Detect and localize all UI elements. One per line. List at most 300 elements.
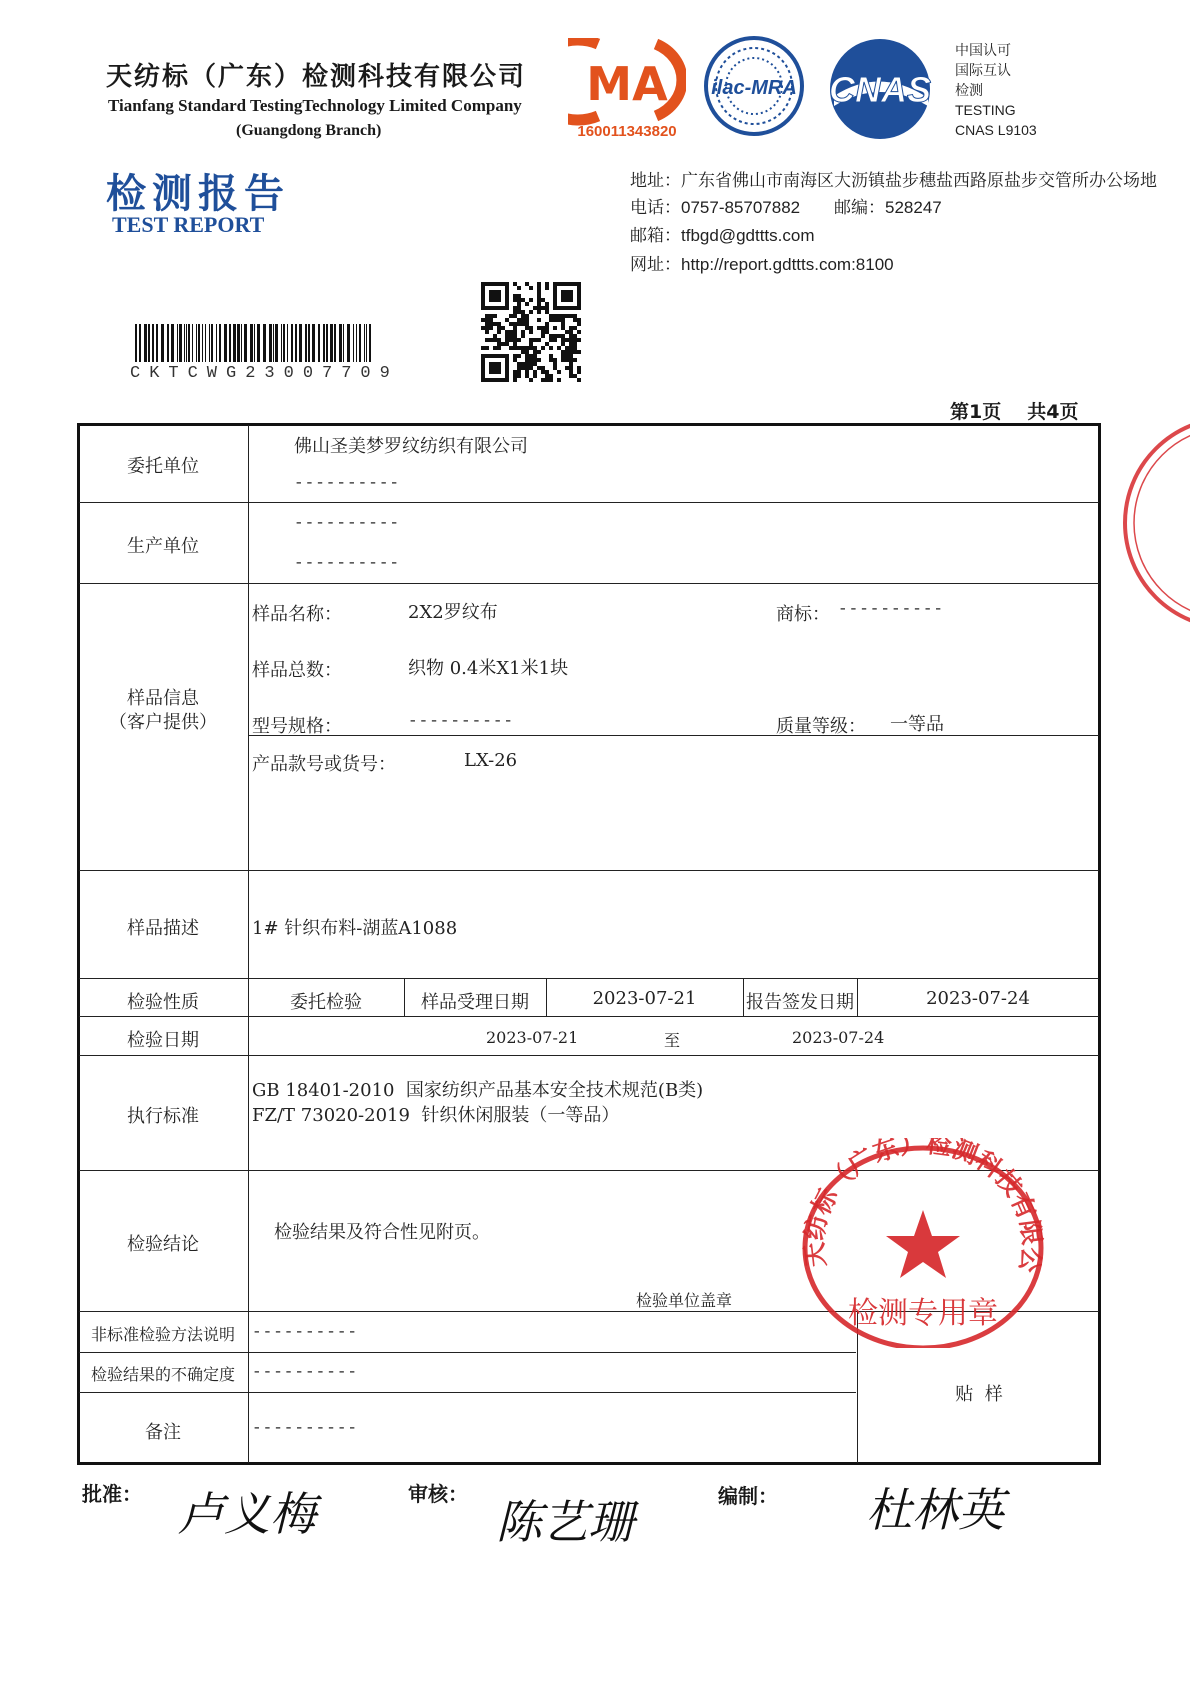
qr-module bbox=[553, 318, 557, 322]
qr-module bbox=[529, 338, 533, 342]
qr-module bbox=[517, 310, 521, 314]
qr-module bbox=[569, 330, 573, 334]
qr-module bbox=[513, 306, 517, 310]
qr-module bbox=[545, 342, 549, 346]
qr-module bbox=[573, 318, 577, 322]
qr-module bbox=[513, 374, 517, 378]
barcode-bar bbox=[179, 324, 182, 362]
qr-module bbox=[513, 334, 517, 338]
sample-qty-value: 织物 0.4米X1米1块 bbox=[408, 658, 569, 679]
qr-module bbox=[525, 322, 529, 326]
sample-info-label: 样品信息 bbox=[127, 688, 199, 709]
qr-module bbox=[549, 346, 553, 350]
barcode-bar bbox=[161, 324, 164, 362]
qr-module bbox=[485, 330, 489, 334]
issue-date-value: 2023-07-24 bbox=[926, 988, 1030, 1009]
qr-module bbox=[569, 314, 573, 318]
style-label: 产品款号或货号： bbox=[252, 754, 396, 775]
barcode-bar bbox=[281, 324, 282, 362]
qr-module bbox=[553, 334, 557, 338]
qr-module bbox=[533, 354, 537, 358]
barcode-bar bbox=[257, 324, 260, 362]
qr-module bbox=[569, 358, 573, 362]
qr-module bbox=[513, 310, 517, 314]
qr-module bbox=[533, 374, 537, 378]
barcode-bar bbox=[347, 324, 350, 362]
qr-finder bbox=[561, 290, 573, 302]
qr-module bbox=[521, 322, 525, 326]
qr-module bbox=[509, 330, 513, 334]
review-label: 审核： bbox=[408, 1482, 468, 1506]
approve-signature: 卢义梅 bbox=[178, 1487, 316, 1541]
qr-module bbox=[521, 330, 525, 334]
qr-module bbox=[493, 346, 497, 350]
qr-module bbox=[525, 362, 529, 366]
cnas-desc-line: CNAS L9103 bbox=[955, 122, 1037, 138]
qr-module bbox=[537, 286, 541, 290]
barcode-bar bbox=[273, 324, 274, 362]
barcode-bar bbox=[156, 324, 158, 362]
barcode-bar bbox=[308, 324, 310, 362]
qr-module bbox=[577, 378, 581, 382]
qr-module bbox=[529, 286, 533, 290]
qr-module bbox=[561, 338, 565, 342]
qr-module bbox=[569, 374, 573, 378]
barcode-bar bbox=[263, 324, 266, 362]
qr-module bbox=[481, 326, 485, 330]
qr-module bbox=[505, 334, 509, 338]
qr-module bbox=[521, 298, 525, 302]
qr-module bbox=[489, 338, 493, 342]
sample-info-sublabel: （客户提供） bbox=[109, 712, 217, 733]
qr-module bbox=[541, 330, 545, 334]
qr-module bbox=[537, 302, 541, 306]
qr-module bbox=[545, 286, 549, 290]
qr-module bbox=[565, 358, 569, 362]
qr-module bbox=[517, 362, 521, 366]
qr-module bbox=[497, 322, 501, 326]
qr-module bbox=[513, 370, 517, 374]
quality-label: 质量等级： bbox=[776, 716, 866, 737]
qr-module bbox=[545, 282, 549, 286]
qr-module bbox=[561, 358, 565, 362]
qr-module bbox=[517, 322, 521, 326]
qr-module bbox=[537, 294, 541, 298]
qr-module bbox=[553, 326, 557, 330]
sample-name-label: 样品名称： bbox=[252, 604, 342, 625]
qr-module bbox=[497, 342, 501, 346]
barcode-bar bbox=[219, 324, 221, 362]
qr-module bbox=[501, 342, 505, 346]
barcode-bar bbox=[139, 324, 141, 362]
qr-module bbox=[513, 378, 517, 382]
qr-module bbox=[561, 326, 565, 330]
qr-module bbox=[529, 354, 533, 358]
qr-module bbox=[525, 346, 529, 350]
barcode-bar bbox=[305, 324, 307, 362]
barcode-bar bbox=[202, 324, 203, 362]
stamp-ring-text: 天纺标（广东）检测科技有限公 bbox=[799, 1138, 1047, 1275]
barcode-bar bbox=[291, 324, 293, 362]
qr-module bbox=[573, 338, 577, 342]
qr-module bbox=[521, 334, 525, 338]
qr-module bbox=[537, 366, 541, 370]
qr-module bbox=[529, 346, 533, 350]
qr-module bbox=[549, 378, 553, 382]
qr-module bbox=[513, 326, 517, 330]
qr-module bbox=[509, 314, 513, 318]
qr-module bbox=[489, 326, 493, 330]
barcode-bar bbox=[326, 324, 328, 362]
producer-dash: ---------- bbox=[294, 554, 401, 572]
cnas-logo bbox=[820, 36, 940, 142]
qr-module bbox=[493, 322, 497, 326]
qr-module bbox=[573, 350, 577, 354]
qr-module bbox=[557, 378, 561, 382]
uncertainty-label: 检验结果的不确定度 bbox=[90, 1365, 235, 1384]
contact-phone: 电话：0757-85707882 bbox=[630, 198, 801, 217]
barcode-bar bbox=[184, 324, 185, 362]
qr-module bbox=[513, 330, 517, 334]
qr-module bbox=[505, 338, 509, 342]
stamp-note: 检验单位盖章 bbox=[636, 1291, 733, 1310]
qr-module bbox=[489, 318, 493, 322]
qr-module bbox=[569, 366, 573, 370]
qr-module bbox=[549, 334, 553, 338]
qr-module bbox=[505, 342, 509, 346]
qr-finder bbox=[489, 290, 501, 302]
qr-module bbox=[513, 354, 517, 358]
qr-module bbox=[517, 354, 521, 358]
barcode-bar bbox=[198, 324, 200, 362]
barcode-bar bbox=[177, 324, 178, 362]
qr-module bbox=[501, 326, 505, 330]
qr-module bbox=[549, 314, 553, 318]
cma-logo bbox=[568, 38, 686, 140]
qr-module bbox=[485, 346, 489, 350]
qr-module bbox=[497, 338, 501, 342]
qr-module bbox=[561, 342, 565, 346]
qr-module bbox=[537, 338, 541, 342]
qr-module bbox=[549, 354, 553, 358]
qr-code[interactable] bbox=[481, 282, 581, 382]
qr-module bbox=[557, 334, 561, 338]
qr-module bbox=[545, 310, 549, 314]
qr-module bbox=[537, 350, 541, 354]
qr-finder bbox=[489, 362, 501, 374]
qr-module bbox=[485, 322, 489, 326]
qr-module bbox=[525, 374, 529, 378]
barcode-bar bbox=[211, 324, 213, 362]
barcode-bar bbox=[144, 324, 147, 362]
qr-module bbox=[525, 350, 529, 354]
qr-module bbox=[545, 306, 549, 310]
qr-module bbox=[513, 342, 517, 346]
qr-module bbox=[557, 314, 561, 318]
qr-module bbox=[497, 346, 501, 350]
qr-module bbox=[545, 326, 549, 330]
qr-module bbox=[561, 314, 565, 318]
barcode-bar bbox=[152, 324, 154, 362]
qr-module bbox=[553, 338, 557, 342]
qr-module bbox=[533, 346, 537, 350]
cma-number: 160011343820 bbox=[577, 123, 677, 140]
qr-module bbox=[481, 318, 485, 322]
barcode-bar bbox=[323, 324, 325, 362]
recv-date-value: 2023-07-21 bbox=[592, 988, 697, 1009]
barcode-bar bbox=[188, 324, 190, 362]
barcode-bar bbox=[233, 324, 236, 362]
qr-module bbox=[509, 338, 513, 342]
qr-module bbox=[541, 370, 545, 374]
qr-module bbox=[481, 346, 485, 350]
qr-module bbox=[521, 318, 525, 322]
barcode-bar bbox=[186, 324, 187, 362]
qr-module bbox=[521, 346, 525, 350]
barcode bbox=[135, 324, 375, 362]
qr-module bbox=[533, 350, 537, 354]
qr-module bbox=[577, 370, 581, 374]
remark-label: 备注 bbox=[145, 1422, 181, 1443]
qr-module bbox=[565, 366, 569, 370]
qr-module bbox=[549, 338, 553, 342]
qr-module bbox=[525, 354, 529, 358]
swatch-label: 贴 样 bbox=[955, 1384, 1003, 1405]
standard-item: FZ/T 73020-2019 针织休闲服装（一等品） bbox=[252, 1105, 620, 1126]
qr-module bbox=[517, 366, 521, 370]
qr-module bbox=[537, 318, 541, 322]
qr-module bbox=[513, 338, 517, 342]
qr-module bbox=[529, 362, 533, 366]
cnas-desc-line: 国际互认 bbox=[955, 62, 1011, 78]
company-name-en: Tianfang Standard TestingTechnology Limited Company bbox=[108, 96, 522, 115]
qr-module bbox=[513, 346, 517, 350]
edit-label: 编制： bbox=[718, 1484, 778, 1508]
barcode-bar bbox=[334, 324, 336, 362]
qr-module bbox=[517, 306, 521, 310]
qr-module bbox=[577, 338, 581, 342]
qr-module bbox=[525, 358, 529, 362]
qr-module bbox=[569, 370, 573, 374]
qr-module bbox=[569, 326, 573, 330]
qr-module bbox=[577, 318, 581, 322]
qr-module bbox=[533, 370, 537, 374]
qr-module bbox=[541, 306, 545, 310]
qr-module bbox=[489, 314, 493, 318]
qr-module bbox=[557, 318, 561, 322]
barcode-bar bbox=[135, 324, 137, 362]
qr-module bbox=[513, 282, 517, 286]
qr-module bbox=[537, 326, 541, 330]
qr-module bbox=[529, 330, 533, 334]
qr-module bbox=[521, 310, 525, 314]
qr-module bbox=[537, 290, 541, 294]
recv-date-label: 样品受理日期 bbox=[421, 992, 529, 1013]
qr-module bbox=[509, 346, 513, 350]
qr-module bbox=[569, 342, 573, 346]
qr-module bbox=[493, 314, 497, 318]
qr-module bbox=[553, 362, 557, 366]
qr-module bbox=[521, 366, 525, 370]
barcode-bar bbox=[369, 324, 371, 362]
qr-module bbox=[565, 338, 569, 342]
qr-module bbox=[517, 370, 521, 374]
qr-module bbox=[573, 358, 577, 362]
model-label: 型号规格： bbox=[252, 716, 342, 737]
style-value: LX-26 bbox=[464, 750, 518, 771]
qr-module bbox=[577, 330, 581, 334]
test-date-to: 2023-07-24 bbox=[792, 1028, 885, 1047]
barcode-bar bbox=[237, 324, 240, 362]
company-branch-en: (Guangdong Branch) bbox=[236, 122, 382, 139]
barcode-bar bbox=[364, 324, 365, 362]
qr-module bbox=[525, 314, 529, 318]
qr-module bbox=[509, 322, 513, 326]
qr-module bbox=[517, 298, 521, 302]
qr-module bbox=[553, 358, 557, 362]
barcode-bar bbox=[209, 324, 210, 362]
qr-module bbox=[517, 338, 521, 342]
standard-item: GB 18401-2010 国家纺织产品基本安全技术规范(B类) bbox=[252, 1080, 704, 1101]
qr-module bbox=[537, 310, 541, 314]
qr-module bbox=[549, 374, 553, 378]
barcode-bar bbox=[356, 324, 357, 362]
qr-module bbox=[529, 366, 533, 370]
barcode-bar bbox=[299, 324, 302, 362]
barcode-bar bbox=[353, 324, 354, 362]
barcode-bar bbox=[283, 324, 285, 362]
qr-module bbox=[525, 282, 529, 286]
model-value: ---------- bbox=[408, 712, 515, 730]
brand-value: ---------- bbox=[838, 600, 945, 618]
qr-module bbox=[549, 318, 553, 322]
client-value: 佛山圣美梦罗纹纺织有限公司 bbox=[294, 436, 528, 457]
page-current: 第1页 bbox=[950, 401, 1002, 423]
qr-module bbox=[565, 330, 569, 334]
qr-module bbox=[541, 346, 545, 350]
qr-module bbox=[485, 318, 489, 322]
qr-module bbox=[557, 346, 561, 350]
barcode-bar bbox=[318, 324, 320, 362]
qr-module bbox=[493, 334, 497, 338]
barcode-bar bbox=[205, 324, 206, 362]
review-signature: 陈艺珊 bbox=[496, 1495, 634, 1549]
report-title-en: TEST REPORT bbox=[112, 212, 265, 237]
qr-module bbox=[529, 326, 533, 330]
qr-module bbox=[517, 318, 521, 322]
barcode-bar bbox=[269, 324, 272, 362]
qr-module bbox=[565, 314, 569, 318]
nonstd-label: 非标准检验方法说明 bbox=[90, 1325, 235, 1344]
producer-label: 生产单位 bbox=[127, 536, 199, 557]
qr-module bbox=[513, 314, 517, 318]
qr-module bbox=[569, 350, 573, 354]
client-dash: ---------- bbox=[294, 474, 401, 492]
qr-module bbox=[493, 338, 497, 342]
qr-module bbox=[485, 338, 489, 342]
qr-module bbox=[517, 294, 521, 298]
qr-module bbox=[541, 298, 545, 302]
test-date-from: 2023-07-21 bbox=[486, 1028, 579, 1047]
test-date-label: 检验日期 bbox=[127, 1030, 199, 1051]
qr-module bbox=[561, 350, 565, 354]
barcode-bar bbox=[287, 324, 288, 362]
qr-module bbox=[521, 350, 525, 354]
nature-value: 委托检验 bbox=[290, 992, 362, 1013]
qr-module bbox=[529, 310, 533, 314]
qr-module bbox=[489, 322, 493, 326]
barcode-bar bbox=[295, 324, 297, 362]
barcode-bar bbox=[171, 324, 174, 362]
qr-module bbox=[545, 330, 549, 334]
qr-module bbox=[537, 358, 541, 362]
qr-module bbox=[565, 354, 569, 358]
qr-module bbox=[505, 318, 509, 322]
qr-module bbox=[553, 314, 557, 318]
qr-module bbox=[517, 374, 521, 378]
barcode-bar bbox=[275, 324, 278, 362]
company-name-cn: 天纺标（广东）检测科技有限公司 bbox=[106, 62, 527, 92]
qr-module bbox=[577, 322, 581, 326]
sample-qty-label: 样品总数： bbox=[252, 660, 342, 681]
barcode-number: CKTCWG23007709 bbox=[130, 364, 399, 383]
barcode-bar bbox=[192, 324, 193, 362]
qr-module bbox=[529, 358, 533, 362]
edit-signature: 杜林英 bbox=[866, 1483, 1004, 1537]
qr-module bbox=[533, 306, 537, 310]
qr-module bbox=[569, 362, 573, 366]
desc-label: 样品描述 bbox=[127, 918, 199, 939]
qr-module bbox=[541, 334, 545, 338]
qr-module bbox=[517, 286, 521, 290]
barcode-bar bbox=[339, 324, 342, 362]
qr-module bbox=[557, 370, 561, 374]
remark-value: ---------- bbox=[252, 1419, 359, 1437]
test-date-to-word: 至 bbox=[664, 1031, 681, 1050]
barcode-bar bbox=[254, 324, 255, 362]
qr-module bbox=[541, 326, 545, 330]
ilac-mra-text: ilac-MRA bbox=[711, 77, 797, 99]
contact-address: 地址：广东省佛山市南海区大沥镇盐步穗盐西路原盐步交管所办公场地 bbox=[630, 171, 1157, 190]
qr-module bbox=[565, 350, 569, 354]
client-label: 委托单位 bbox=[127, 456, 199, 477]
qr-module bbox=[545, 374, 549, 378]
qr-module bbox=[541, 366, 545, 370]
qr-module bbox=[529, 378, 533, 382]
qr-module bbox=[525, 366, 529, 370]
qr-module bbox=[533, 338, 537, 342]
ilac-mra-logo bbox=[702, 28, 806, 146]
page-indicator bbox=[950, 397, 1104, 424]
star-icon bbox=[886, 1210, 960, 1278]
barcode-bar bbox=[196, 324, 197, 362]
qr-module bbox=[521, 362, 525, 366]
qr-module bbox=[561, 354, 565, 358]
qr-module bbox=[521, 314, 525, 318]
qr-module bbox=[561, 334, 565, 338]
sample-name-value: 2X2罗纹布 bbox=[408, 602, 498, 623]
qr-module bbox=[541, 378, 545, 382]
qr-module bbox=[497, 330, 501, 334]
barcode-bar bbox=[343, 324, 344, 362]
qr-module bbox=[525, 318, 529, 322]
qr-module bbox=[573, 346, 577, 350]
qr-module bbox=[509, 334, 513, 338]
approve-label: 批准： bbox=[82, 1482, 142, 1506]
qr-module bbox=[525, 370, 529, 374]
cnas-desc-line: 中国认可 bbox=[955, 42, 1011, 58]
qr-module bbox=[561, 318, 565, 322]
